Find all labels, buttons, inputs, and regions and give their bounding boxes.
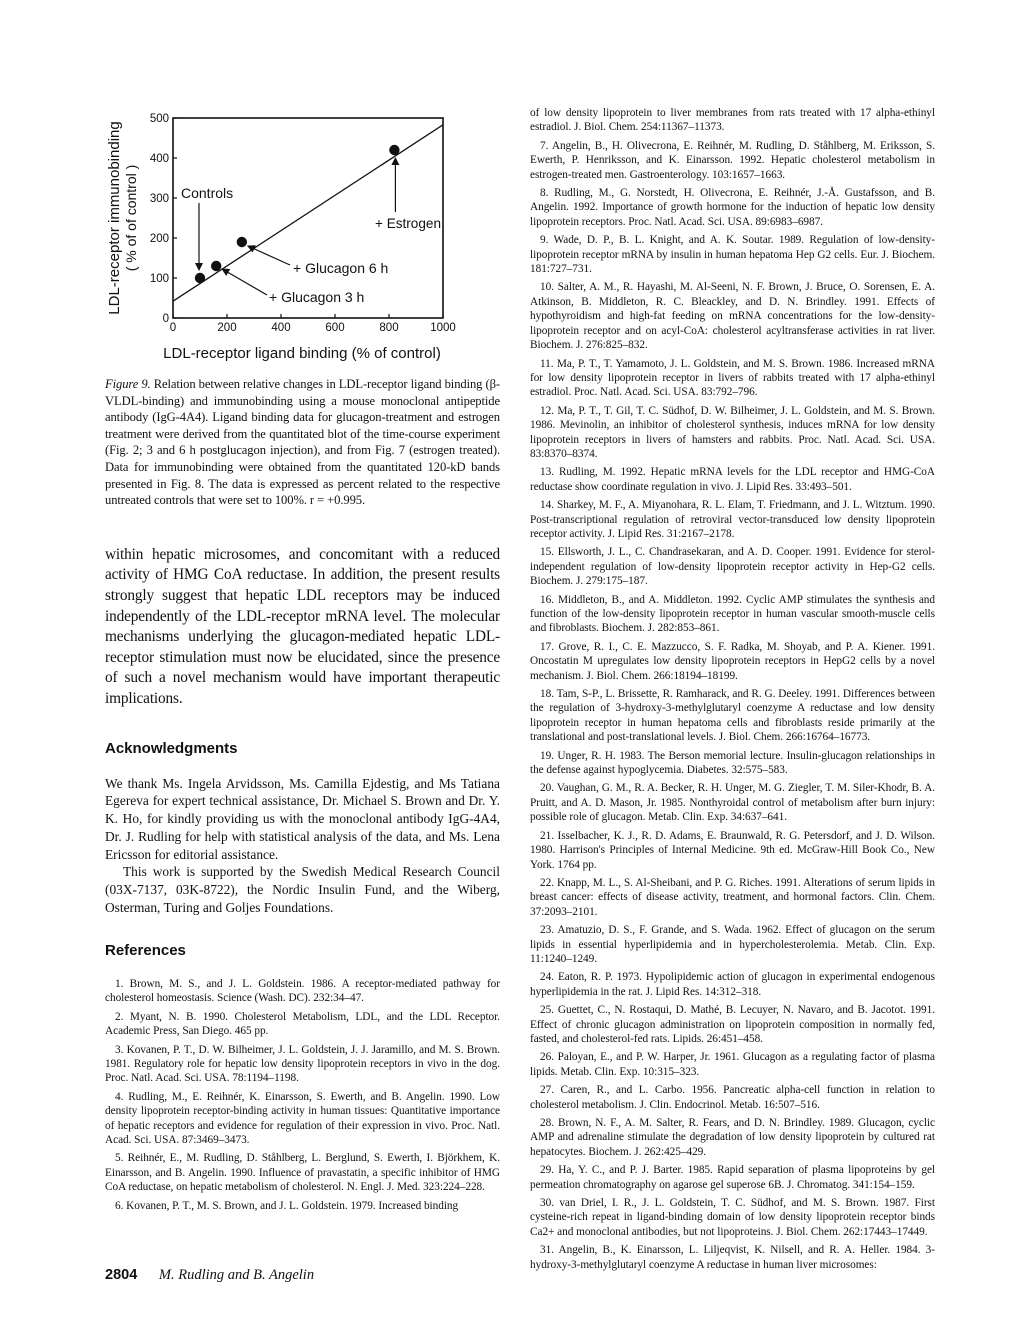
reference-item: 17. Grove, R. I., C. E. Mazzucco, S. F. Radka, M. Shoyab, and P. A. Kiener. 1991. Oncostatin M upregulates low density lipoprotein receptors in HepG2 cells by a novel mechanism. J. Biol. Chem. 266:18194–18199. — [530, 640, 935, 682]
y-tick-label: 300 — [149, 193, 169, 205]
reference-item: 18. Tam, S-P., L. Brissette, R. Ramharack, and R. G. Deeley. 1991. Differences between the regulation of 3-hydroxy-3-methylglutaryl coenzyme A reductase and low density lipoprotein receptor in human hepatoma cells and fibroblasts reside primarily at the translational and post-translational levels. J. Biol. Chem. 266:16764–16773. — [530, 688, 935, 744]
reference-item: 5. Reihnér, E., M. Rudling, D. Ståhlberg, L. Berglund, S. Ewerth, I. Björkhem, K. Einarsson, and B. Angelin. 1990. Influence of pravastatin, a specific inhibitor of HMG CoA reductase, on hepatic metabolism of cholesterol. N. Engl. J. Med. 323:224–228. — [105, 1152, 500, 1194]
reference-item: 21. Isselbacher, K. J., R. D. Adams, E. Braunwald, R. G. Petersdorf, and J. D. Wilson. 1980. Harrison's Principles of Internal Medicine. 9th ed. McGraw-Hill Book Co., New York. 1764 pp. — [530, 829, 935, 871]
reference-item: 30. van Driel, I. R., J. L. Goldstein, T. C. Südhof, and M. S. Brown. 1987. First cysteine-rich repeat in ligand-binding domain of low density lipoprotein receptor binds Ca2+ and monoclonal antibodies, but not lipoproteins. J. Biol. Chem. 262:17443–17449. — [530, 1197, 935, 1238]
y-tick-label: 400 — [149, 153, 169, 165]
reference-item: 20. Vaughan, G. M., R. A. Becker, R. H. Unger, M. G. Ziegler, T. M. Siler-Khodr, B. A. Pruitt, and A. D. Mason, Jr. 1985. Nonthyroidal control of metabolism after burn injury: possible role of glucagon. Metab. Clin. Exp. 34:637–641. — [530, 782, 935, 824]
references-right — [530, 106, 935, 1272]
reference-item: 8. Rudling, M., G. Norstedt, H. Olivecrona, E. Reihnér, J.-Å. Gustafsson, and B. Angelin. 1992. Importance of growth hormone for the induction of hepatic low density lipoprotein receptors. Proc. Natl. Acad. Sci. USA. 89:6983–6987. — [530, 187, 935, 228]
reference-item: 16. Middleton, B., and A. Middleton. 1992. Cyclic AMP stimulates the synthesis and function of the low-density lipoprotein receptor in human vascular smooth-muscle cells and fibroblasts. Biochem. J. 282:853–861. — [530, 593, 935, 635]
x-tick-label: 800 — [379, 322, 399, 334]
y-tick-label: 0 — [162, 313, 169, 325]
reference-item: 2. Myant, N. B. 1990. Cholesterol Metabolism, LDL, and the LDL Receptor. Academic Press, San Diego. 465 pp. — [105, 1010, 500, 1038]
reference-item: 15. Ellsworth, J. L., C. Chandrasekaran, and A. D. Cooper. 1991. Evidence for sterol-independent regulation of low-density lipoprotein receptor activity in Hep-G2 cells. Biochem. J. 279:175–187. — [530, 546, 935, 588]
running-authors: M. Rudling and B. Angelin — [158, 1267, 315, 1283]
data-point — [389, 145, 399, 155]
x-tick-label: 400 — [271, 322, 291, 334]
annotation-glucagon-3h: + Glucagon 3 h — [269, 289, 365, 305]
references-heading: References — [105, 941, 186, 959]
reference-item: 31. Angelin, B., K. Einarsson, L. Liljeqvist, K. Nilsell, and R. A. Heller. 1984. 3-hydroxy-3-methylglutaryl coenzyme A reductase in human liver microsomes: — [530, 1244, 935, 1271]
scatter-chart — [105, 100, 500, 370]
reference-item: 19. Unger, R. H. 1983. The Berson memorial lecture. Insulin-glucagon relationships in the defense against hypoglycemia. Diabetes. 32:575–583. — [530, 749, 935, 777]
reference-item: 27. Caren, R., and L. Carbo. 1956. Pancreatic alpha-cell function in relation to cholesterol metabolism. J. Clin. Endocrinol. Metab. 16:507–516. — [530, 1084, 935, 1111]
x-tick-label: 1000 — [430, 322, 456, 334]
page-footer — [105, 1267, 314, 1284]
reference-item: 22. Knapp, M. L., S. Al-Sheibani, and P. G. Riches. 1991. Alterations of serum lipids in breast cancer: effects of disease activity, treatment, and hormonal factors. Clin. Chem. 37:2093–2101. — [530, 876, 935, 918]
reference-item: 24. Eaton, R. P. 1973. Hypolipidemic action of glucagon in experimental endogenous hyperlipidemia in the rat. J. Lipid Res. 14:312–318. — [530, 971, 935, 998]
ack-paragraph-2: This work is supported by the Swedish Medical Research Council (03X-7137, 03K-8722), the Nordic Insulin Fund, and the Wiberg, Osterman, Turing and Goljes Foundations. — [105, 864, 500, 916]
annotation-controls: Controls — [181, 185, 234, 201]
references-left — [105, 977, 500, 1213]
right-column — [530, 106, 935, 1276]
reference-item: 6. Kovanen, P. T., M. S. Brown, and J. L. Goldstein. 1979. Increased binding — [115, 1199, 459, 1212]
reference-item: 10. Salter, A. M., R. Hayashi, M. Al-Seeni, N. F. Brown, J. Bruce, O. Sorensen, E. A. Atkinson, B. Middleton, R. C. Bleackley, and D. N. Brindley. 1991. Effects of hypothyroidism and high-fat feeding on mRNA concentrations for the low-density-lipoprotein receptor and on acyl-CoA: cholesterol acyltransferase activities in rat liver. Biochem. J. 276:825–832. — [530, 281, 935, 352]
reference-item: of low density lipoprotein to liver membranes from rats treated with 17 alpha-ethinyl estradiol. J. Biol. Chem. 254:11367–11373. — [530, 107, 935, 134]
figure-caption — [105, 376, 500, 509]
annotation-arrow — [248, 246, 290, 265]
annotation-estrogen: + Estrogen — [375, 215, 441, 231]
acknowledgments-heading: Acknowledgments — [105, 739, 238, 757]
reference-item: 7. Angelin, B., H. Olivecrona, E. Reihnér, M. Rudling, D. Ståhlberg, M. Eriksson, S. Ewerth, P. Henriksson, and K. Einarsson. 1992. Hepatic cholesterol metabolism in estrogen-treated men. Gastroenterology. 103:1657–1663. — [530, 139, 935, 181]
ack-paragraph-1: We thank Ms. Ingela Arvidsson, Ms. Camilla Ejdestig, and Ms Tatiana Egereva for expert technical assistance, Dr. Michael S. Brown and Dr. Y. K. Ho, for kindly providing us with the monoclonal antibody IgG-4A4, Dr. J. Rudling for help with statistical analysis of the data, and Ms. Lena Ericsson for editorial assistance. — [105, 775, 500, 862]
reference-item: 12. Ma, P. T., T. Gil, T. C. Südhof, D. W. Bilheimer, J. L. Goldstein, and M. S. Brown. 1986. Mevinolin, an inhibitor of cholesterol synthesis, induces mRNA for low density lipoprotein receptors in livers of hamsters and rabbits. Proc. Natl. Acad. Sci. USA. 83:8370–8374. — [530, 404, 935, 460]
y-axis-sublabel: ( % of of control ) — [123, 164, 139, 272]
y-tick-label: 100 — [149, 273, 169, 285]
acknowledgments — [105, 775, 500, 917]
reference-item: 1. Brown, M. S., and J. L. Goldstein. 1986. A receptor-mediated pathway for cholesterol homeostasis. Science (Wash. DC). 232:34–47. — [105, 977, 500, 1005]
reference-item: 25. Guettet, C., N. Rostaqui, D. Mathé, B. Lecuyer, N. Navaro, and B. Jacotot. 1991. Effect of chronic glucagon administration on lipoprotein composition in normally fed, fasted, and cholesterol-fed rats. Lipids. 26:451–458. — [530, 1004, 935, 1045]
annotation-glucagon-6h: + Glucagon 6 h — [293, 260, 389, 276]
y-tick-label: 200 — [149, 233, 169, 245]
figure-9 — [105, 100, 500, 370]
reference-item: 13. Rudling, M. 1992. Hepatic mRNA levels for the LDL receptor and HMG-CoA reductase show coordinate regulation in vivo. J. Lipid Res. 33:493–501. — [530, 466, 935, 493]
body-paragraph: within hepatic microsomes, and concomitant with a reduced activity of HMG CoA reductase. In addition, the present results strongly suggest that hepatic LDL receptors may be induced independently of the LDL-receptor mRNA level. The molecular mechanisms underlying the glucagon-mediated hepatic LDL-receptor stimulation must now be elucidated, since the presence of such a novel mechanism would have important therapeutic implications. — [105, 545, 500, 707]
left-column — [105, 100, 500, 1217]
reference-item: 3. Kovanen, P. T., D. W. Bilheimer, J. L. Goldstein, J. J. Jaramillo, and M. S. Brown. 1981. Regulatory role for hepatic low density lipoprotein receptors in vivo in the dog. Proc. Natl. Acad. Sci. USA. 78:1194–1198. — [105, 1043, 500, 1085]
data-point — [211, 261, 221, 271]
x-tick-label: 600 — [325, 322, 345, 334]
x-tick-label: 0 — [169, 322, 177, 334]
annotation-arrow — [222, 269, 267, 295]
caption-label: Figure 9. — [105, 377, 151, 391]
y-tick-label: 500 — [149, 113, 169, 125]
reference-item: 28. Brown, N. F., A. M. Salter, R. Fears, and D. N. Brindley. 1989. Glucagon, cyclic AMP and adrenaline stimulate the degradation of low density lipoprotein by cultured rat hepatocytes. Biochem. J. 262:425–429. — [530, 1117, 935, 1158]
reference-item: 26. Paloyan, E., and P. W. Harper, Jr. 1961. Glucagon as a regulating factor of plasma lipids. Metab. Clin. Exp. 10:315–323. — [530, 1051, 935, 1078]
page-number: 2804 — [105, 1267, 138, 1283]
reference-item: 4. Rudling, M., E. Reihnér, K. Einarsson, S. Ewerth, and B. Angelin. 1990. Low density lipoprotein receptor-binding activity in human tissues: Quantitative importance of hepatic receptors and evidence for regulation of their expression in vivo. Proc. Natl. Acad. Sci. USA. 87:3469–3473. — [105, 1090, 500, 1146]
data-point — [195, 273, 205, 283]
y-axis-label: LDL-receptor immunobinding — [106, 121, 123, 315]
reference-item: 14. Sharkey, M. F., A. Miyanohara, R. L. Elam, T. Friedmann, and J. L. Witztum. 1990. Post-transcriptional regulation of retroviral vector-transduced low density lipoprotein receptor activity. J. Lipid Res. 31:2167–2178. — [530, 499, 935, 540]
reference-item: 11. Ma, P. T., T. Yamamoto, J. L. Goldstein, and M. S. Brown. 1986. Increased mRNA for low density lipoprotein receptor in livers of rabbits treated with 17 alpha-ethinyl estradiol. Proc. Natl. Acad. Sci. USA. 83:792–796. — [530, 357, 935, 399]
data-point — [237, 237, 247, 247]
reference-item: 29. Ha, Y. C., and P. J. Barter. 1985. Rapid separation of plasma lipoproteins by gel permeation chromatography on agarose gel superose 6B. J. Chromatog. 341:154–159. — [530, 1164, 935, 1191]
reference-item: 23. Amatuzio, D. S., F. Grande, and S. Wada. 1962. Effect of glucagon on the serum lipids in essential hyperlipidemia and in hypercholesterolemia. Metab. Clin. Exp. 11:1240–1249. — [530, 924, 935, 965]
x-tick-label: 200 — [217, 322, 237, 334]
reference-item: 9. Wade, D. P., B. L. Knight, and A. K. Soutar. 1989. Regulation of low-density-lipoprotein receptor mRNA by insulin in human hepatoma Hep G2 cells. Eur. J. Biochem. 181:727–731. — [530, 234, 935, 276]
caption-text: Relation between relative changes in LDL-receptor ligand binding (β-VLDL-binding) and immunobinding using a mouse monoclonal antipeptide antibody (IgG-4A4). Ligand binding data for glucagon-treatment and estrogen treatment were derived from the quantitated blot of the time-course experiment (Fig. 2; 3 and 6 h postglucagon injection), and from Fig. 7 (estrogen treated). Data for immunobinding were obtained from the quantitated 120-kD bands presented in Fig. 8. The data is expressed as percent related to the respective untreated controls that were set to 100%. r = +0.995. — [105, 377, 500, 508]
x-axis-label: LDL-receptor ligand binding (% of control) — [163, 345, 441, 362]
